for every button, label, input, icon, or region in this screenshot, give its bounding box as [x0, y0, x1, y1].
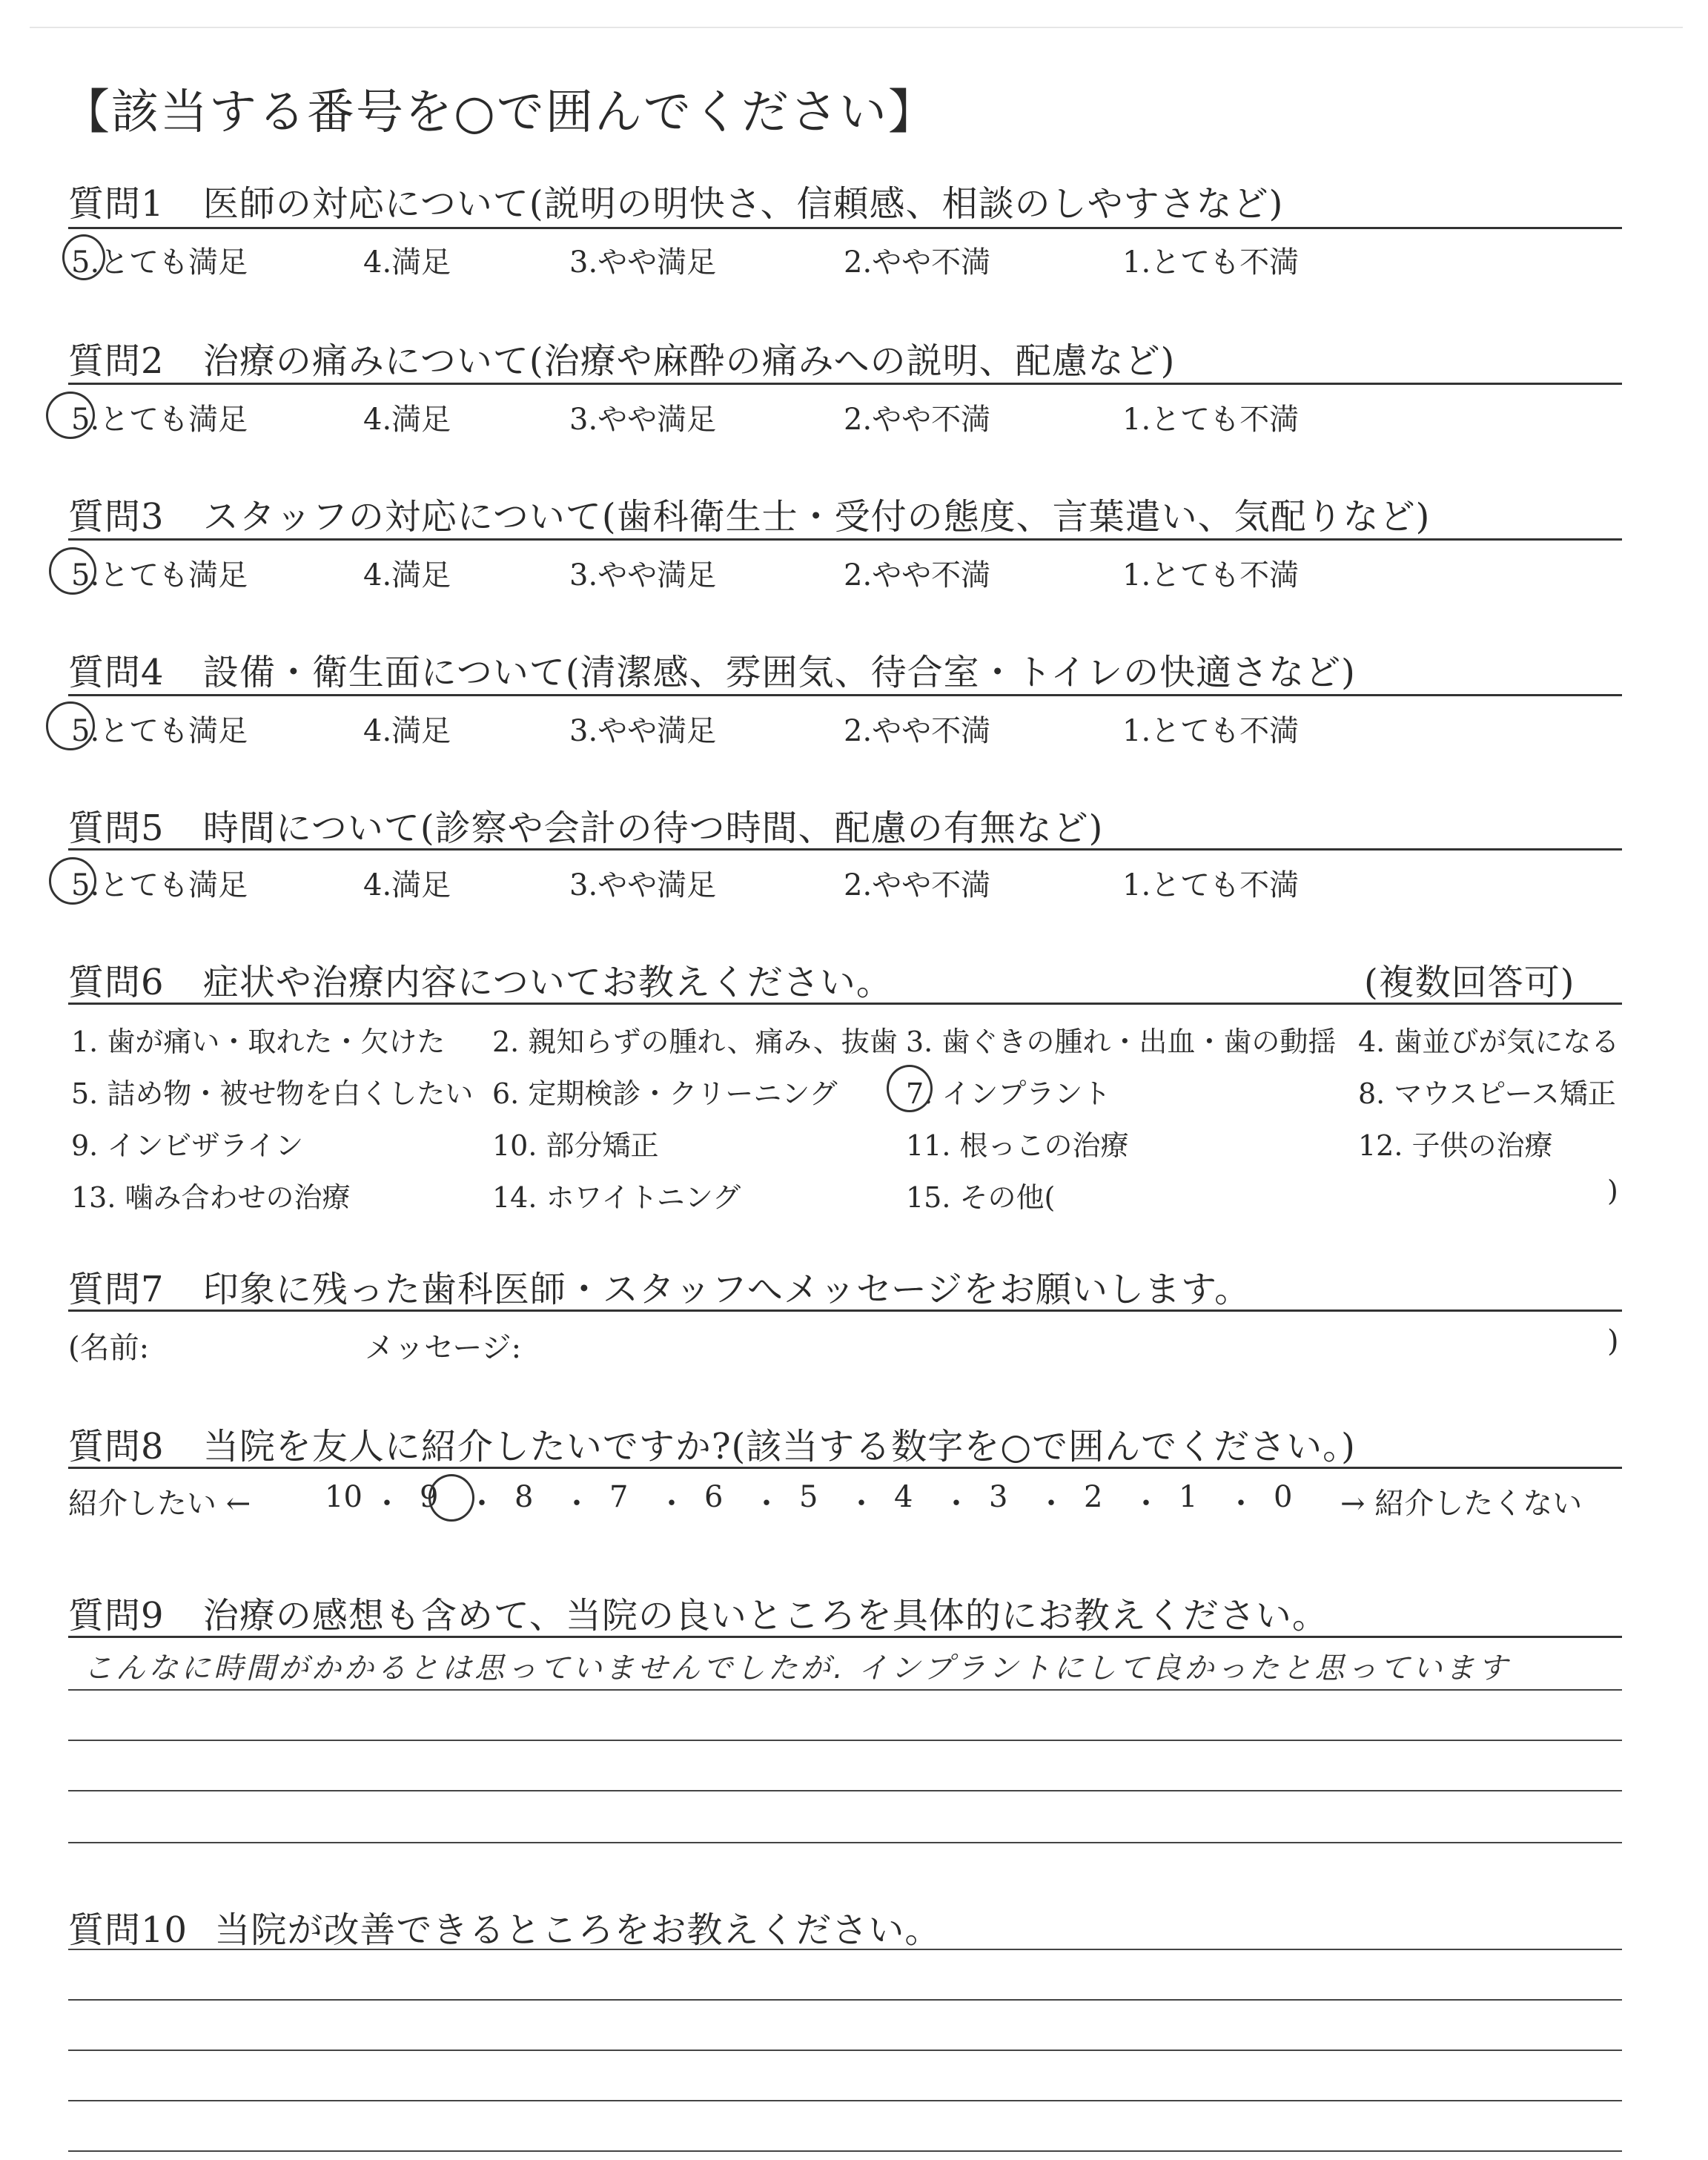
- selection-circle: [49, 857, 96, 905]
- recommend-right-label: → 紹介したくない: [1340, 1487, 1583, 1521]
- scale-separator: ・: [1131, 1487, 1161, 1521]
- q3-option-2[interactable]: 2.やや不満: [844, 558, 991, 592]
- question-divider: [68, 1467, 1622, 1469]
- question-text: 当院を友人に紹介したいですか?(該当する数字を○で囲んでください。): [202, 1426, 1356, 1467]
- question-divider: [68, 538, 1622, 541]
- q6-option-12[interactable]: 12. 子供の治療: [1358, 1129, 1553, 1162]
- answer-line: [68, 1790, 1622, 1791]
- question-label: 質問1: [68, 183, 165, 225]
- selection-circle: [887, 1065, 933, 1112]
- question-text: 医師の対応について(説明の明快さ、信頼感、相談のしやすさなど): [202, 183, 1284, 225]
- q6-option-3[interactable]: 3. 歯ぐきの腫れ・出血・歯の動揺: [906, 1025, 1337, 1058]
- multi-answer-note: (複数回答可): [1364, 962, 1575, 1003]
- q6-option-7[interactable]: 7. インプラント: [906, 1077, 1111, 1110]
- answer-line: [68, 1689, 1622, 1691]
- q3-option-5[interactable]: 5.とても満足: [71, 558, 248, 592]
- question-7: [68, 1261, 1251, 1312]
- q6-option-14[interactable]: 14. ホワイトニング: [492, 1181, 741, 1214]
- scale-separator: ・: [1036, 1487, 1066, 1521]
- q4-option-2[interactable]: 2.やや不満: [844, 714, 991, 748]
- selection-circle: [428, 1474, 474, 1522]
- q3-option-3[interactable]: 3.やや満足: [569, 558, 717, 592]
- question-text: 印象に残った歯科医師・スタッフへメッセージをお願いします。: [202, 1269, 1251, 1310]
- question-divider: [68, 848, 1622, 851]
- answer-line: [68, 1949, 1622, 1950]
- q2-option-5[interactable]: 5.とても満足: [71, 403, 248, 437]
- scale-value[interactable]: 6: [704, 1480, 724, 1514]
- q6-option-4[interactable]: 4. 歯並びが気になる: [1358, 1025, 1620, 1058]
- q4-option-1[interactable]: 1.とても不満: [1122, 714, 1300, 748]
- scale-separator: ・: [657, 1487, 686, 1521]
- scale-separator: ・: [847, 1487, 876, 1521]
- question-label: 質問4: [68, 652, 165, 693]
- scale-separator: ・: [467, 1487, 497, 1521]
- question-10: [68, 1901, 941, 1952]
- selection-circle: [62, 234, 105, 280]
- scale-value[interactable]: 8: [514, 1480, 534, 1514]
- q4-option-5[interactable]: 5.とても満足: [71, 714, 248, 748]
- q6-option-6[interactable]: 6. 定期検診・クリーニング: [492, 1077, 838, 1110]
- q2-option-3[interactable]: 3.やや満足: [569, 403, 717, 437]
- question-text: 設備・衛生面について(清潔感、雰囲気、待合室・トイレの快適さなど): [202, 652, 1356, 693]
- scale-value[interactable]: 5: [799, 1480, 818, 1514]
- question-label: 質問10: [68, 1909, 188, 1951]
- q5-option-5[interactable]: 5.とても満足: [71, 868, 248, 902]
- q6-option-2[interactable]: 2. 親知らずの腫れ、痛み、抜歯: [492, 1025, 898, 1058]
- q6-option-8[interactable]: 8. マウスピース矯正: [1358, 1077, 1616, 1110]
- q6-option-13[interactable]: 13. 噛み合わせの治療: [71, 1181, 351, 1214]
- question-8: [68, 1418, 1356, 1469]
- top-edge-line: [30, 27, 1683, 28]
- question-2: [68, 332, 1175, 383]
- q1-option-4[interactable]: 4.満足: [363, 245, 451, 280]
- question-text: 治療の痛みについて(治療や麻酔の痛みへの説明、配慮など): [202, 340, 1176, 382]
- scale-value[interactable]: 9: [420, 1480, 439, 1514]
- question-3: [68, 488, 1430, 539]
- selection-circle: [46, 392, 95, 439]
- q4-option-3[interactable]: 3.やや満足: [569, 714, 717, 748]
- question-4: [68, 644, 1356, 695]
- recommend-left-label: 紹介したい ←: [68, 1487, 251, 1521]
- question-label: 質問7: [68, 1269, 165, 1310]
- scale-value[interactable]: 4: [894, 1480, 913, 1514]
- q6-option-5[interactable]: 5. 詰め物・被せ物を白くしたい: [71, 1077, 474, 1110]
- answer-line: [68, 2150, 1622, 2152]
- question-divider: [68, 1636, 1622, 1638]
- scale-separator: ・: [941, 1487, 971, 1521]
- q2-option-1[interactable]: 1.とても不満: [1122, 403, 1300, 437]
- question-label: 質問2: [68, 340, 165, 382]
- scale-value[interactable]: 3: [989, 1480, 1008, 1514]
- question-text: 時間について(診察や会計の待つ時間、配慮の有無など): [202, 807, 1104, 849]
- q3-option-4[interactable]: 4.満足: [363, 558, 451, 592]
- question-divider: [68, 694, 1622, 696]
- q3-option-1[interactable]: 1.とても不満: [1122, 558, 1300, 592]
- scale-value[interactable]: 10: [325, 1480, 363, 1514]
- scale-value[interactable]: 1: [1179, 1480, 1198, 1514]
- question-label: 質問3: [68, 496, 165, 538]
- answer-line: [68, 1740, 1622, 1741]
- handwritten-answer: こんなに時間がかかるとは思っていませんでしたが. インプラントにして良かったと思っています: [83, 1651, 1511, 1685]
- q6-option-10[interactable]: 10. 部分矯正: [492, 1129, 659, 1162]
- page-header: 【該当する番号を○で囲んでください】: [62, 85, 937, 140]
- question-6: [68, 954, 893, 1005]
- scale-value[interactable]: 7: [609, 1480, 629, 1514]
- message-label: メッセージ:: [365, 1331, 522, 1365]
- name-label: (名前:: [68, 1331, 150, 1365]
- selection-circle: [46, 701, 95, 750]
- question-text: 当院が改善できるところをお教えください。: [214, 1909, 941, 1951]
- question-divider: [68, 383, 1622, 385]
- question-5: [68, 799, 1103, 851]
- question-text: 治療の感想も含めて、当院の良いところを具体的にお教えください。: [202, 1595, 1328, 1636]
- q2-option-4[interactable]: 4.満足: [363, 403, 451, 437]
- scale-separator: ・: [752, 1487, 781, 1521]
- q5-option-4[interactable]: 4.満足: [363, 868, 451, 902]
- question-divider: [68, 1309, 1622, 1312]
- q6-option-1[interactable]: 1. 歯が痛い・取れた・欠けた: [71, 1025, 446, 1058]
- answer-line: [68, 2100, 1622, 2101]
- answer-line: [68, 1842, 1622, 1843]
- scale-value[interactable]: 0: [1274, 1480, 1293, 1514]
- question-1: [68, 175, 1283, 226]
- question-label: 質問6: [68, 962, 165, 1003]
- question-label: 質問9: [68, 1595, 165, 1636]
- question-divider: [68, 227, 1622, 229]
- selection-circle: [49, 547, 96, 595]
- q1-option-3[interactable]: 3.やや満足: [569, 245, 717, 280]
- scale-separator: ・: [1226, 1487, 1256, 1521]
- q6-option-15[interactable]: 15. その他(: [906, 1181, 1056, 1214]
- question-divider: [68, 1003, 1622, 1005]
- message-close-paren: ): [1607, 1324, 1619, 1358]
- answer-line: [68, 2050, 1622, 2051]
- scale-value[interactable]: 2: [1084, 1480, 1103, 1514]
- question-text: スタッフの対応について(歯科衛生士・受付の態度、言葉遣い、気配りなど): [202, 496, 1431, 538]
- scale-separator: ・: [372, 1487, 402, 1521]
- q5-option-3[interactable]: 3.やや満足: [569, 868, 717, 902]
- question-text: 症状や治療内容についてお教えください。: [202, 962, 893, 1003]
- q6-option-9[interactable]: 9. インビザライン: [71, 1129, 304, 1162]
- q5-option-1[interactable]: 1.とても不満: [1122, 868, 1300, 902]
- q1-option-1[interactable]: 1.とても不満: [1122, 245, 1300, 280]
- q6-option-11[interactable]: 11. 根っこの治療: [906, 1129, 1129, 1162]
- question-label: 質問8: [68, 1426, 165, 1467]
- scale-separator: ・: [562, 1487, 592, 1521]
- q1-option-5[interactable]: 5.とても満足: [71, 245, 248, 280]
- question-label: 質問5: [68, 807, 165, 849]
- answer-line: [68, 1999, 1622, 2001]
- q1-option-2[interactable]: 2.やや不満: [844, 245, 991, 280]
- q6-other-close-paren: ): [1607, 1175, 1618, 1207]
- question-9: [68, 1587, 1328, 1638]
- q2-option-2[interactable]: 2.やや不満: [844, 403, 991, 437]
- q4-option-4[interactable]: 4.満足: [363, 714, 451, 748]
- q5-option-2[interactable]: 2.やや不満: [844, 868, 991, 902]
